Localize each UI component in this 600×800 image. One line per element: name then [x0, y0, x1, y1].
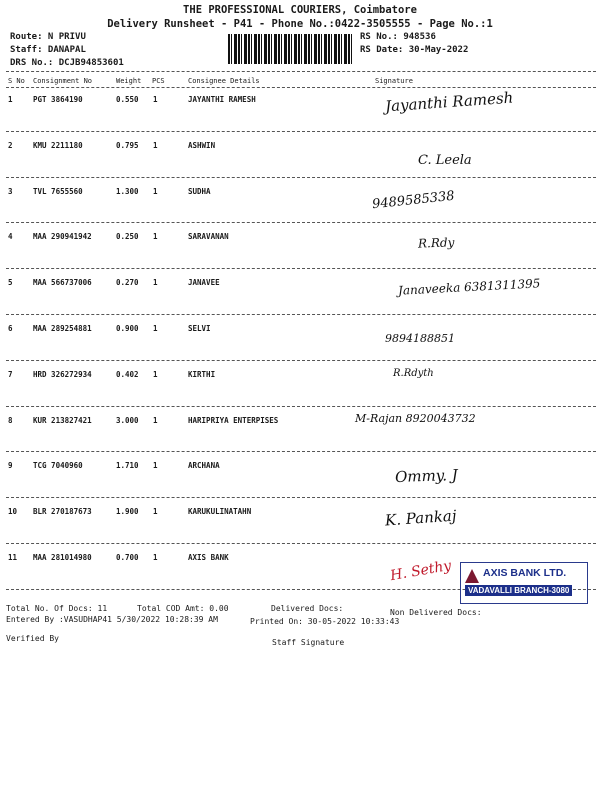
row-divider [6, 314, 596, 315]
row-divider [6, 451, 596, 452]
divider [6, 71, 596, 72]
rs-number: RS No.: 948536 [360, 32, 436, 42]
document-title: THE PROFESSIONAL COURIERS, Coimbatore [183, 4, 417, 16]
row-weight: 0.270 [116, 278, 139, 288]
row-sno: 9 [8, 461, 13, 471]
row-consignment: HRD 326272934 [33, 369, 92, 379]
row-weight: 1.900 [116, 507, 139, 517]
row-consignment: MAA 566737006 [33, 278, 92, 288]
row-divider [6, 406, 596, 407]
row-sno: 1 [8, 95, 13, 104]
row-pcs: 1 [153, 553, 158, 562]
row-consignee: KARUKULINATAHN [188, 507, 252, 517]
row-sno: 11 [8, 553, 18, 562]
bank-stamp [460, 562, 588, 604]
row-weight: 1.710 [116, 461, 139, 471]
stamp-line2: VADAVALLI BRANCH-3080 [465, 585, 572, 596]
row-consignment: TCG 7040960 [33, 461, 83, 471]
total-cod: Total COD Amt: 0.00 [137, 604, 229, 613]
row-signature: R.Rdy [417, 235, 455, 252]
row-pcs: 1 [153, 232, 158, 242]
row-consignee: SUDHA [188, 186, 211, 196]
row-consignee: ASHWIN [188, 140, 216, 150]
row-pcs: 1 [153, 415, 158, 425]
row-signature: M-Rajan 8920043732 [355, 411, 476, 425]
row-sno: 2 [8, 140, 13, 150]
col-consignee: Consignee Details [188, 77, 260, 85]
row-divider [6, 131, 596, 132]
row-consignment: PGT 3864190 [33, 95, 83, 104]
col-sno: S No [8, 77, 25, 85]
stamp-line1: AXIS BANK LTD. [483, 567, 567, 579]
row-sno: 5 [8, 278, 13, 288]
row-weight: 0.402 [116, 369, 139, 379]
non-delivered-docs: Non Delivered Docs: [390, 608, 482, 617]
row-divider [6, 360, 596, 361]
row-sno: 7 [8, 369, 13, 379]
row-consignment: TVL 7655560 [33, 186, 83, 196]
row-weight: 0.250 [116, 232, 139, 242]
row-pcs: 1 [153, 461, 158, 471]
row-divider [6, 268, 596, 269]
row-pcs: 1 [153, 95, 158, 104]
row-signature: 9489585338 [371, 188, 456, 212]
row-pcs: 1 [153, 278, 158, 288]
row-consignee: JANAVEE [188, 278, 220, 288]
row-signature: Ommy. J [394, 466, 459, 487]
row-consignee: SARAVANAN [188, 232, 229, 242]
row-pcs: 1 [153, 186, 158, 196]
col-weight: Weight [116, 77, 142, 85]
row-weight: 3.000 [116, 415, 139, 425]
row-consignment: KMU 2211180 [33, 140, 83, 150]
row-signature: 9894188851 [385, 332, 455, 345]
row-sno: 10 [8, 507, 18, 517]
row-consignment: MAA 290941942 [33, 232, 92, 242]
row-sno: 6 [8, 324, 13, 333]
row-pcs: 1 [153, 140, 158, 150]
row-divider [6, 543, 596, 544]
verified-by: Verified By [6, 634, 59, 643]
row-consignee: SELVI [188, 324, 211, 333]
row-divider [6, 497, 596, 498]
row-signature: Jayanthi Ramesh [384, 88, 514, 116]
col-consignment: Consignment No [33, 77, 93, 85]
row-weight: 0.550 [116, 95, 139, 104]
col-signature: Signature [375, 77, 413, 85]
barcode [228, 34, 352, 64]
row-sno: 3 [8, 186, 13, 196]
row-signature: K. Pankaj [384, 506, 457, 530]
row-consignee: JAYANTHI RAMESH [188, 95, 256, 104]
row-consignee: AXIS BANK [188, 553, 229, 562]
row-consignee: ARCHANA [188, 461, 220, 471]
row-weight: 1.300 [116, 186, 139, 196]
col-pcs: PCS [152, 77, 165, 85]
row-pcs: 1 [153, 507, 158, 517]
row-consignment: KUR 213827421 [33, 415, 92, 425]
row-consignment: MAA 289254881 [33, 324, 92, 333]
row-pcs: 1 [153, 369, 158, 379]
total-docs: Total No. Of Docs: 11 [6, 604, 108, 613]
axis-logo-icon [465, 569, 479, 583]
row-signature: Janaveeka 6381311395 [397, 276, 541, 298]
route: Route: N PRIVU [10, 32, 86, 42]
row-divider [6, 222, 596, 223]
drs-number: DRS No.: DCJB94853601 [10, 58, 124, 68]
row-consignment: MAA 281014980 [33, 553, 92, 562]
document-subtitle: Delivery Runsheet - P41 - Phone No.:0422-3505555 - Page No.:1 [107, 18, 493, 30]
entered-by: Entered By :VASUDHAP41 5/30/2022 10:28:39 AM [6, 615, 218, 624]
row-pcs: 1 [153, 324, 158, 333]
row-sno: 4 [8, 232, 13, 242]
row-weight: 0.700 [116, 553, 139, 562]
row-consignee: KIRTHI [188, 369, 216, 379]
staff-signature: Staff Signature [272, 638, 345, 647]
row-consignee: HARIPRIYA ENTERPISES [188, 415, 279, 425]
row-sno: 8 [8, 415, 13, 425]
delivered-docs: Delivered Docs: [271, 604, 344, 613]
row-signature: H. Sethy [389, 557, 453, 585]
row-divider [6, 177, 596, 178]
row-weight: 0.795 [116, 140, 139, 150]
row-consignment: BLR 270187673 [33, 507, 92, 517]
row-weight: 0.900 [116, 324, 139, 333]
staff: Staff: DANAPAL [10, 45, 86, 55]
rs-date: RS Date: 30-May-2022 [360, 45, 469, 55]
row-signature: C. Leela [418, 152, 472, 168]
printed-on: Printed On: 30-05-2022 10:33:43 [250, 617, 400, 626]
row-signature: R.Rdyth [393, 367, 434, 379]
